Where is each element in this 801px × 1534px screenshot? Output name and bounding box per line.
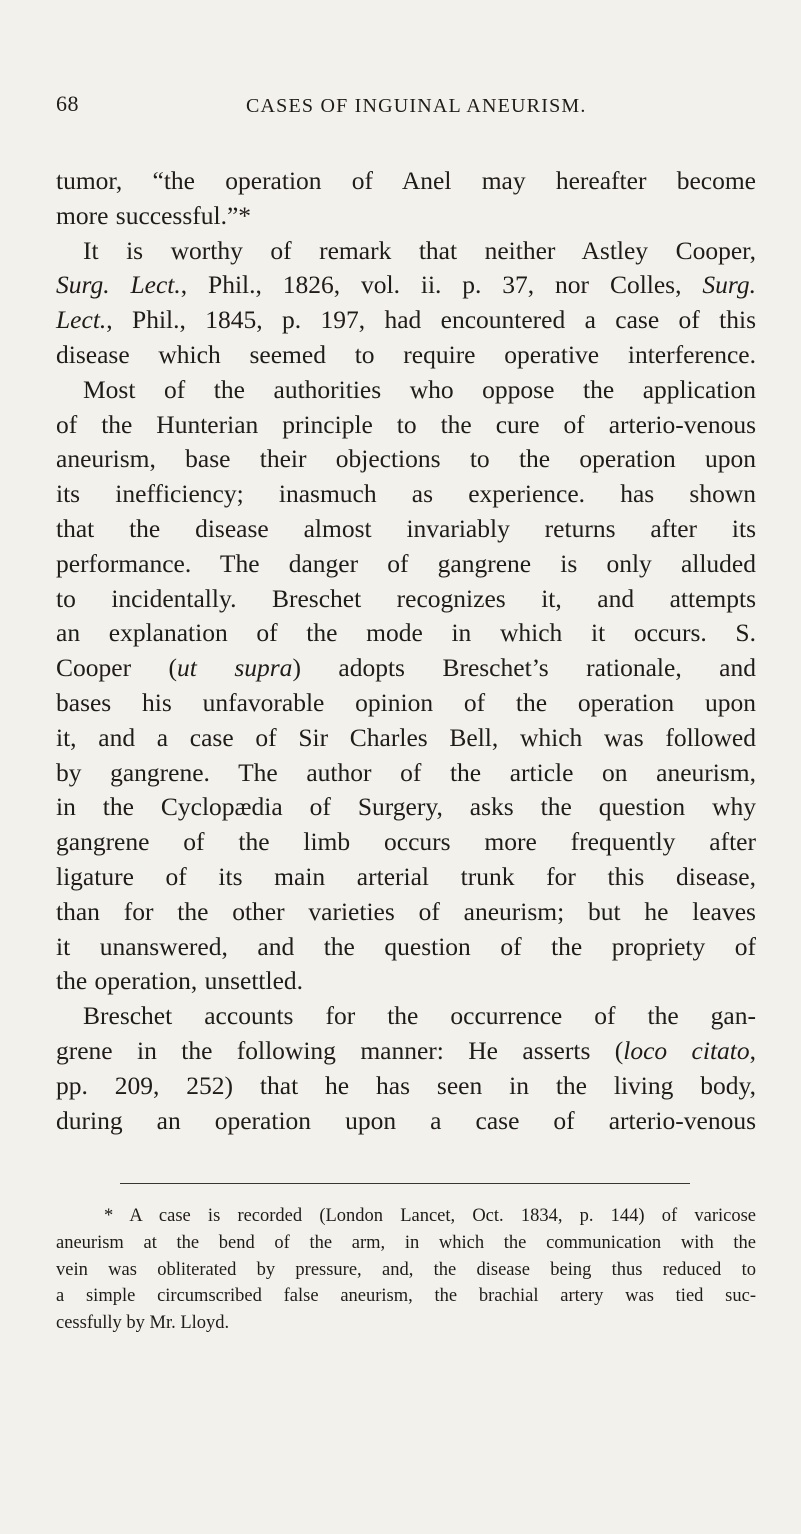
text-line: tumor, “the operation of Anel may hereafter become	[56, 166, 756, 195]
text-line: that the disease almost invariably returns after its	[56, 513, 756, 543]
text-line: ligature of its main arterial trunk for this disease,	[56, 861, 756, 891]
text-line	[56, 303, 756, 338]
citation-italic: Surg.	[702, 270, 756, 300]
text-line: to incidentally. Breschet recognizes it, and attempts	[56, 583, 756, 613]
footnote-divider	[120, 1183, 690, 1184]
text-line: it unanswered, and the question of the propriety of	[56, 931, 756, 961]
text-line: an explanation of the mode in which it occurs. S.	[56, 618, 756, 648]
footnote-line: cessfully by Mr. Lloyd.	[56, 1313, 230, 1334]
text-line: performance. The danger of gangrene is only alluded	[56, 548, 756, 578]
text-line: Breschet accounts for the occurrence of the gan-	[83, 1001, 756, 1031]
text-line: in the Cyclopædia of Surgery, asks the question why	[56, 792, 756, 822]
text-line	[56, 1034, 756, 1069]
text-line: It is worthy of remark that neither Astley Cooper,	[83, 235, 756, 265]
text-line: bases his unfavorable opinion of the operation upon	[56, 687, 756, 717]
text-span: ,	[749, 1035, 756, 1065]
page-header	[56, 91, 756, 121]
footnote-line: aneurism at the bend of the arm, in which the communication with the	[56, 1232, 756, 1253]
latin-italic: loco citato	[623, 1035, 750, 1065]
text-line: the operation, unsettled.	[56, 966, 304, 996]
text-span: Cooper (	[56, 653, 178, 683]
text-line: it, and a case of Sir Charles Bell, which was followed	[56, 722, 756, 752]
text-line: pp. 209, 252) that he has seen in the living body,	[56, 1070, 756, 1100]
body-text	[56, 164, 756, 1138]
text-line: by gangrene. The author of the article on aneurism,	[56, 757, 756, 787]
text-span: , Phil., 1845, p. 197, had encountered a case of this	[106, 305, 756, 335]
text-line: disease which seemed to require operative interference.	[56, 339, 756, 369]
footnote-line: * A case is recorded (London Lancet, Oct. 1834, p. 144) of varicose	[104, 1206, 756, 1226]
latin-italic: ut supra	[177, 653, 293, 683]
text-span: ) adopts Breschet’s rationale, and	[292, 653, 756, 683]
text-line: its inefficiency; inasmuch as experience. has shown	[56, 479, 756, 509]
text-line	[56, 651, 756, 686]
footnote-line: vein was obliterated by pressure, and, the disease being thus reduced to	[56, 1259, 756, 1280]
text-span: grene in the following manner: He asserts (	[56, 1035, 624, 1065]
text-line: more successful.”*	[56, 200, 252, 230]
footnote	[56, 1203, 756, 1337]
text-line	[56, 268, 756, 303]
text-line: gangrene of the limb occurs more frequently after	[56, 827, 756, 857]
citation-italic: Lect.	[56, 305, 107, 335]
page-number: 68	[56, 91, 79, 116]
text-line: of the Hunterian principle to the cure of arterio-venous	[56, 409, 756, 439]
citation-italic: Surg. Lect.	[56, 270, 181, 300]
footnote-line: a simple circumscribed false aneurism, the brachial artery was tied suc-	[56, 1286, 756, 1307]
text-line: aneurism, base their objections to the operation upon	[56, 444, 756, 474]
running-head: CASES OF INGUINAL ANEURISM.	[246, 95, 587, 117]
text-line: Most of the authorities who oppose the application	[83, 374, 756, 404]
text-line: during an operation upon a case of arterio-venous	[56, 1105, 756, 1135]
text-span: , Phil., 1826, vol. ii. p. 37, nor Colles,	[180, 270, 703, 300]
text-line: than for the other varieties of aneurism; but he leaves	[56, 896, 756, 926]
